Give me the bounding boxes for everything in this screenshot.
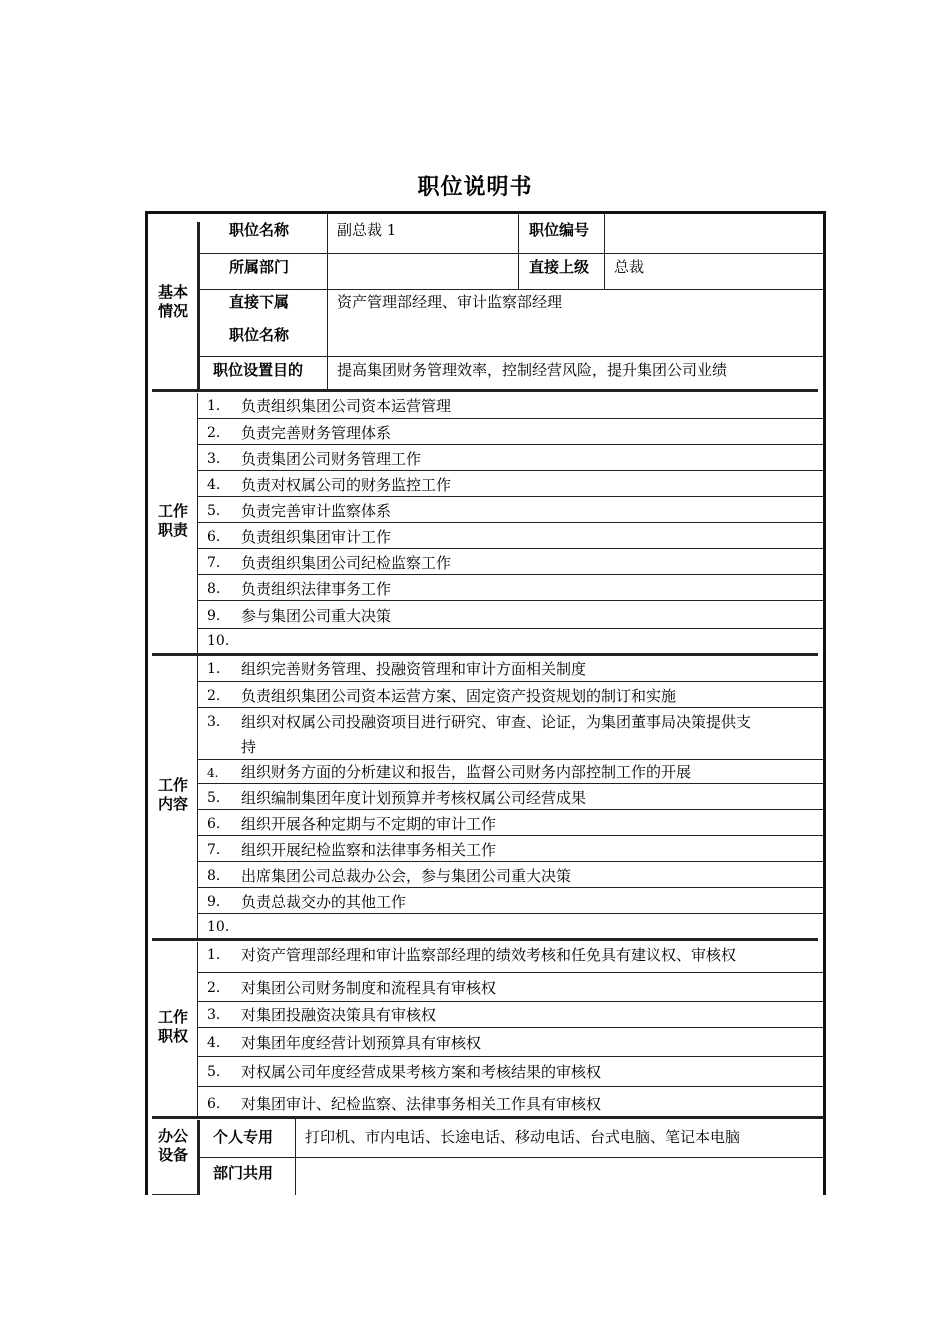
- divider: [197, 707, 823, 708]
- section-label-authority: 工作职权: [157, 1008, 188, 1045]
- divider: [197, 809, 823, 810]
- content-text: 负责总裁交办的其他工作: [241, 893, 407, 911]
- content-text: 组织完善财务管理、投融资管理和审计方面相关制度: [241, 660, 587, 678]
- authority-number: 1.: [207, 947, 221, 963]
- content-text: 组织编制集团年度计划预算并考核权属公司经营成果: [241, 789, 587, 807]
- divider: [197, 1001, 823, 1002]
- duty-text: 负责完善审计监察体系: [241, 502, 392, 520]
- duty-number: 4.: [207, 477, 221, 493]
- subordinate-value: 资产管理部经理、审计监察部经理: [337, 293, 563, 311]
- divider: [197, 418, 823, 419]
- duty-number: 7.: [207, 555, 221, 571]
- divider: [152, 653, 818, 656]
- divider: [197, 600, 823, 601]
- authority-text: 对集团投融资决策具有审核权: [241, 1006, 437, 1024]
- subordinate-label-2: 职位名称: [229, 326, 290, 344]
- divider: [152, 938, 818, 941]
- duty-text: 负责对权属公司的财务监控工作: [241, 476, 452, 494]
- divider: [197, 887, 823, 888]
- content-number: 4.: [207, 766, 219, 780]
- divider: [197, 496, 823, 497]
- duty-text: 负责集团公司财务管理工作: [241, 450, 422, 468]
- divider: [197, 1056, 823, 1057]
- divider: [197, 470, 823, 471]
- page-title: 职位说明书: [417, 175, 533, 200]
- purpose-value: 提高集团财务管理效率，控制经营风险，提升集团公司业绩: [337, 361, 728, 379]
- section-label-duties: 工作职责: [157, 502, 188, 539]
- content-text: 组织开展纪检监察和法律事务相关工作: [241, 841, 497, 859]
- authority-number: 2.: [207, 980, 221, 996]
- personal-equipment-label: 个人专用: [213, 1128, 274, 1146]
- duty-text: 负责组织集团公司纪检监察工作: [241, 554, 452, 572]
- divider: [197, 628, 823, 629]
- duty-number: 1.: [207, 398, 221, 414]
- department-label: 所属部门: [229, 258, 290, 276]
- purpose-label: 职位设置目的: [213, 361, 304, 379]
- duty-number: 10.: [207, 633, 230, 649]
- content-number: 9.: [207, 894, 221, 910]
- content-text: 组织开展各种定期与不定期的审计工作: [241, 815, 497, 833]
- divider: [197, 913, 823, 914]
- divider: [327, 356, 328, 390]
- position-name-label: 职位名称: [229, 221, 290, 239]
- divider: [197, 861, 823, 862]
- divider: [197, 289, 823, 290]
- duty-number: 8.: [207, 581, 221, 597]
- authority-text: 对集团年度经营计划预算具有审核权: [241, 1034, 482, 1052]
- content-number: 7.: [207, 842, 221, 858]
- authority-number: 5.: [207, 1064, 221, 1080]
- content-number: 3.: [207, 714, 221, 730]
- authority-text: 对权属公司年度经营成果考核方案和考核结果的审核权: [241, 1063, 602, 1081]
- personal-equipment-value: 打印机、市内电话、长途电话、移动电话、台式电脑、笔记本电脑: [305, 1128, 741, 1146]
- subordinate-label-1: 直接下属: [229, 293, 290, 311]
- divider: [197, 942, 198, 1117]
- section-label-basic: 基本情况: [157, 283, 188, 320]
- superior-value: 总裁: [614, 258, 645, 276]
- divider: [604, 214, 605, 289]
- divider: [197, 444, 823, 445]
- section-label-content: 工作内容: [157, 776, 188, 813]
- content-number: 1.: [207, 661, 221, 677]
- content-text-continuation: 持: [241, 738, 257, 756]
- authority-number: 4.: [207, 1035, 221, 1051]
- divider: [197, 253, 823, 254]
- shared-equipment-label: 部门共用: [213, 1164, 274, 1182]
- section-label-equipment: 办公设备: [157, 1127, 188, 1164]
- duty-number: 3.: [207, 451, 221, 467]
- duty-number: 2.: [207, 425, 221, 441]
- authority-text: 对资产管理部经理和审计监察部经理的绩效考核和任免具有建议权、审核权: [241, 946, 737, 964]
- divider: [197, 1027, 823, 1028]
- position-code-label: 职位编号: [529, 221, 590, 239]
- duty-number: 9.: [207, 608, 221, 624]
- content-text: 组织财务方面的分析建议和报告，监督公司财务内部控制工作的开展: [241, 763, 692, 781]
- position-name-value: 副总裁 1: [337, 221, 397, 239]
- divider: [197, 222, 200, 390]
- duty-text: 参与集团公司重大决策: [241, 607, 392, 625]
- divider: [197, 835, 823, 836]
- divider: [152, 389, 818, 392]
- duty-text: 负责组织集团审计工作: [241, 528, 392, 546]
- divider: [197, 522, 823, 523]
- authority-number: 3.: [207, 1007, 221, 1023]
- duty-number: 5.: [207, 503, 221, 519]
- authority-text: 对集团公司财务制度和流程具有审核权: [241, 979, 497, 997]
- duty-text: 负责完善财务管理体系: [241, 424, 392, 442]
- authority-text: 对集团审计、纪检监察、法律事务相关工作具有审核权: [241, 1095, 602, 1113]
- duty-number: 6.: [207, 529, 221, 545]
- superior-label: 直接上级: [529, 258, 590, 276]
- content-text: 出席集团公司总裁办公会，参与集团公司重大决策: [241, 867, 572, 885]
- authority-number: 6.: [207, 1096, 221, 1112]
- divider: [197, 656, 198, 938]
- divider: [197, 783, 823, 784]
- divider: [197, 972, 823, 973]
- divider: [152, 1194, 198, 1195]
- divider: [197, 681, 823, 682]
- divider: [197, 356, 823, 357]
- content-number: 6.: [207, 816, 221, 832]
- content-number: 10.: [207, 919, 230, 935]
- divider: [197, 574, 823, 575]
- divider: [518, 214, 519, 289]
- divider: [152, 1116, 823, 1119]
- duty-text: 负责组织法律事务工作: [241, 580, 392, 598]
- divider: [197, 393, 198, 653]
- divider: [295, 1119, 296, 1195]
- content-text: 组织对权属公司投融资项目进行研究、审查、论证，为集团董事局决策提供支: [241, 713, 752, 731]
- divider: [197, 759, 823, 760]
- content-text: 负责组织集团公司资本运营方案、固定资产投资规划的制订和实施: [241, 687, 677, 705]
- divider: [197, 1157, 823, 1158]
- divider: [197, 548, 823, 549]
- divider: [327, 214, 328, 356]
- duty-text: 负责组织集团公司资本运营管理: [241, 397, 452, 415]
- content-number: 2.: [207, 688, 221, 704]
- content-number: 8.: [207, 868, 221, 884]
- content-number: 5.: [207, 790, 221, 806]
- divider: [197, 1086, 823, 1087]
